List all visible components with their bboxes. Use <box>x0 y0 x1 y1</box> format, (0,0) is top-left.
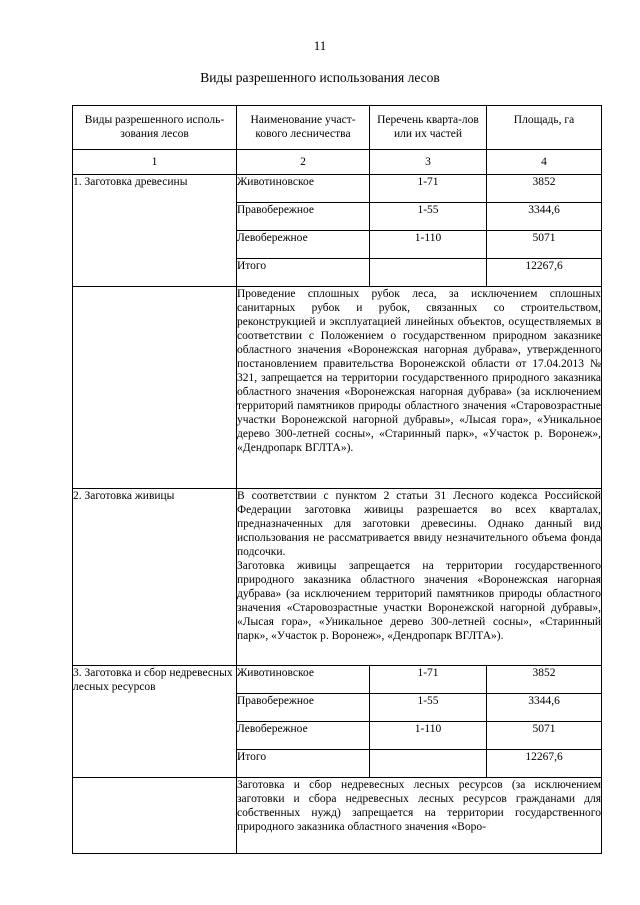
total-label: Итого <box>237 750 370 778</box>
header-forestry: Наименование участ-кового лесничества <box>237 106 370 150</box>
activity-cell: 2. Заготовка живицы <box>73 489 237 666</box>
header-area: Площадь, га <box>487 106 602 150</box>
area-cell: 5071 <box>487 722 602 750</box>
quarters-cell: 1-71 <box>370 666 487 694</box>
area-cell: 3852 <box>487 175 602 203</box>
quarters-cell <box>370 750 487 778</box>
column-number-row <box>73 150 602 175</box>
note-paragraph: Заготовка живицы запрещается на территории государственного природного заказника областного значения «Воронежская нагорная дубрава» (за исключением территорий памятников природы областного значения «Старовозрастные участки Воронежской нагорной дубравы», «Лысая гора», «Уникальное дерево 300-летней сосны», «Старинный парк», «Участок р. Воронеж», «Дендропарк ВГЛТА»). <box>237 560 601 642</box>
forestry-cell: Левобережное <box>237 231 370 259</box>
note-row <box>73 287 602 489</box>
forestry-cell: Левобережное <box>237 722 370 750</box>
quarters-cell: 1-71 <box>370 175 487 203</box>
note-paragraph: В соответствии с пунктом 2 статьи 31 Лесного кодекса Российской Федерации заготовка живицы разрешается во всех кварталах, предназначенных для заготовки древесины. Однако данный вид использования не рассматривается ввиду незначительного объема фонда подсочки. <box>237 490 601 558</box>
forestry-cell: Животиновское <box>237 175 370 203</box>
table-row <box>73 175 602 203</box>
activity-cell: 1. Заготовка древесины <box>73 175 237 287</box>
column-number: 2 <box>237 150 370 175</box>
area-cell: 5071 <box>487 231 602 259</box>
header-use-type: Виды разрешенного исполь-зования лесов <box>73 106 237 150</box>
quarters-cell: 1-110 <box>370 722 487 750</box>
total-label: Итого <box>237 259 370 287</box>
note-text: Проведение сплошных рубок леса, за исключением сплошных санитарных рубок и рубок, связанных со строительством, реконструкцией и эксплуатацией линейных объектов, осуществляемых в соответствии с Положением о государственном природном заказнике областного значения «Воронежская нагорная дубрава», утвержденного постановлением правительства Воронежской области от 17.04.2013 № 321, запрещается на территории государственного природного заказника областного значения «Воронежская нагорная дубрава» (за исключением территорий памятников природы областного значения «Старовозрастные участки Воронежской нагорной дубравы», «Лысая гора», «Уникальное дерево 300-летней сосны», «Старинный парк», «Участок р. Воронеж», «Дендропарк ВГЛТА»). <box>237 287 602 489</box>
column-number: 1 <box>73 150 237 175</box>
forestry-cell: Правобережное <box>237 694 370 722</box>
table-row <box>73 489 602 666</box>
note-text: Заготовка и сбор недревесных лесных ресурсов (за исключением заготовки и сбора недревесных лесных ресурсов гражданами для собственных нужд) запрещается на территории государственного природного заказника областного значения «Воро- <box>237 778 602 854</box>
quarters-cell: 1-110 <box>370 231 487 259</box>
total-area: 12267,6 <box>487 750 602 778</box>
quarters-cell <box>370 259 487 287</box>
activity-cell: 3. Заготовка и сбор недревесных лесных ресурсов <box>73 666 237 778</box>
quarters-cell: 1-55 <box>370 694 487 722</box>
header-quarters: Перечень кварта-лов или их частей <box>370 106 487 150</box>
empty-cell <box>73 287 237 489</box>
quarters-cell: 1-55 <box>370 203 487 231</box>
table-header-row <box>73 106 602 150</box>
area-cell: 3344,6 <box>487 203 602 231</box>
forest-use-table <box>72 105 602 854</box>
note-text <box>237 489 602 666</box>
column-number: 3 <box>370 150 487 175</box>
forestry-cell: Правобережное <box>237 203 370 231</box>
page-number: 11 <box>313 38 327 53</box>
document-title: Виды разрешенного использования лесов <box>200 70 440 85</box>
empty-cell <box>73 778 237 854</box>
table-row <box>73 666 602 694</box>
area-cell: 3852 <box>487 666 602 694</box>
forestry-cell: Животиновское <box>237 666 370 694</box>
column-number: 4 <box>487 150 602 175</box>
total-area: 12267,6 <box>487 259 602 287</box>
note-row <box>73 778 602 854</box>
area-cell: 3344,6 <box>487 694 602 722</box>
